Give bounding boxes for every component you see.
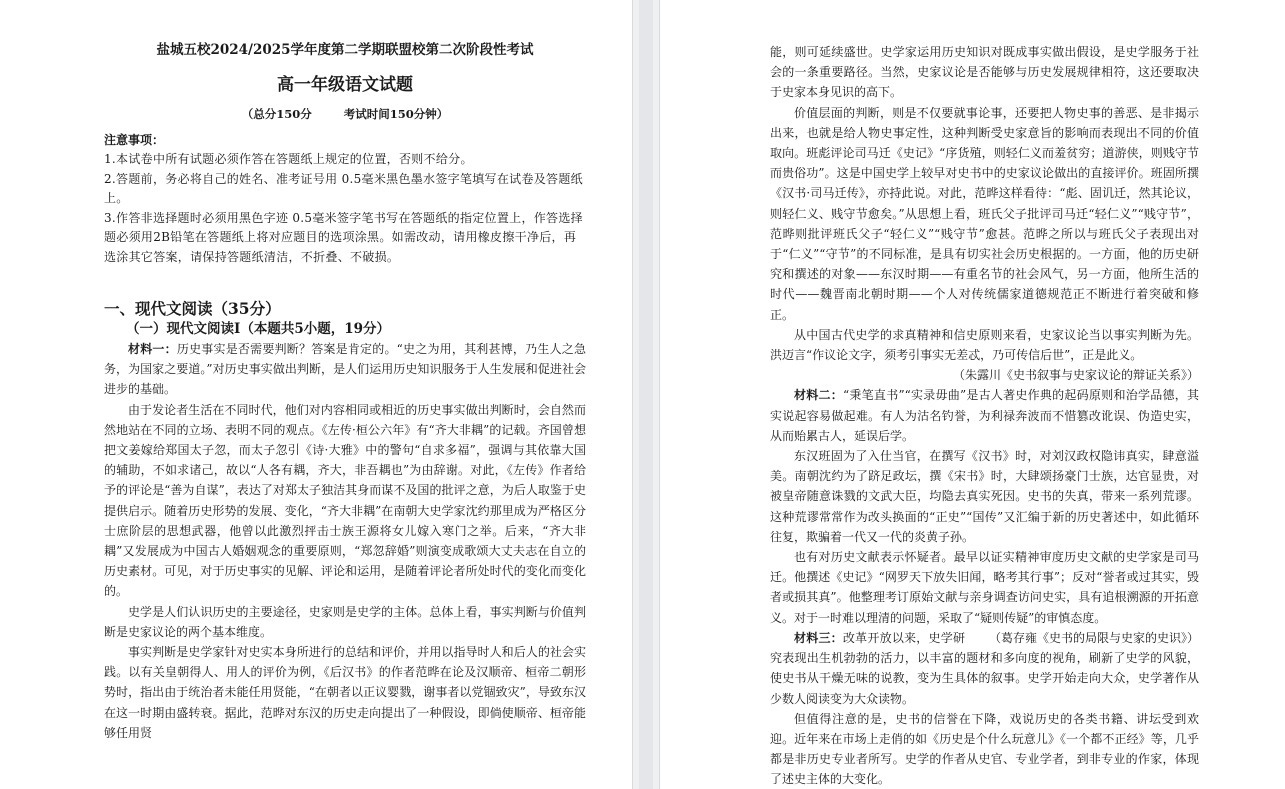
- document-page-left: [0, 0, 632, 789]
- material1-paragraph: 由于发论者生活在不同时代，他们对内容相同或相近的历史事实做出判断时，会自然而然地站在不同的立场、表明不同的观点。《左传·桓公六年》有“齐大非耦”的记载。齐国曾想把文姜嫁给郑国太子忽，而太子忽引《诗·大雅》中的警句“自求多福”，强调与其依靠大国的辅助，不如求诸己，故以“人各有耦，齐大，非吾耦也”为由辞谢。对此，《左传》作者给予的评论是“善为自谋”，表达了对郑太子独洁其身而谋不及国的批评之意，为后人取鉴于史提供启示。随着历史形势的发展、变化，“齐大非耦”在南朝大史学家沈约那里成为严格区分士庶阶层的思想武器，他曾以此激烈抨击士族王源将女儿嫁入寒门之举。后来，“齐大非耦”又发展成为中国古人婚姻观念的重要原则，“郑忽辞婚”则演变成歌颂大丈夫志在自立的历史素材。可见，对于历史事实的见解、评论和运用，是随着评论者所处时代的变化而变化的。: [104, 402, 586, 599]
- material3-paragraph: 但值得注意的是，史书的信誉在下降，戏说历史的各类书籍、讲坛受到欢迎。近年来在市场上走俏的如《历史是个什么玩意儿》《一个都不正经》等，几乎都是非历史专业者所写。史学的作者从史官、专业学者，到非专业的作家，体现了述史主体的大变化。: [770, 711, 1199, 787]
- paragraph-text: 历史事实是否需要判断？答案是肯定的。“史之为用，其利甚博，乃生人之急务，为国家之要道。”对历史事实做出判断，是人们运用历史知识服务于人生发展和促进社会进步的基础。: [104, 342, 586, 397]
- paragraph-text: 也有对历史文献表示怀疑者。最早以证实精神审度历史文献的史学家是司马迁。他撰述《史记》“网罗天下放失旧闻，略考其行事”；反对“誉者或过其实，毁者或损其真”。他整理考订原始文献与亲身调查访问史实，具有追根溯源的开拓意义。对于一时难以理清的问题，采取了“疑则传疑”的审慎态度。: [770, 550, 1199, 625]
- notice-item: 1.本试卷中所有试题必须作答在答题纸上规定的位置，否则不给分。: [104, 152, 473, 166]
- paragraph-text: “秉笔直书”“实录毋曲”是古人著史作典的起码原则和治学品德，其实说起容易做起难。有人为沽名钓誉，为利禄奔波而不惜篡改讹误、伪造史实，从而贻累古人，延误后学。: [770, 388, 1199, 443]
- material2-paragraph: 东汉班固为了入仕当官，在撰写《汉书》时，对刘汉政权隐讳真实，肆意溢美。南朝沈约为了跻足政坛，撰《宋书》时，大肆颂扬豪门士族，达官显贵，对被皇帝随意诛戮的文武大臣，均隐去真实死因。史书的失真，带来一系列荒谬。这种荒谬常常作为改头换面的“正史”“国传”又汇编于新的历史著述中，如此循环往复，欺骗着一代又一代的炎黄子孙。: [770, 449, 1199, 544]
- notice-item: 3.作答非选择题时必须用黑色字迹 0.5毫米签字笔书写在答题纸的指定位置上，作答选择题必须用2B铅笔在答题纸上将对应题目的选项涂黑。如需改动，请用橡皮擦干净后，再选涂其它答案，请保持答题纸清洁，不折叠、不破损。: [104, 210, 583, 264]
- section-heading: 一、现代文阅读（35分）: [104, 299, 281, 318]
- material1-paragraph: [104, 339, 586, 400]
- total-score: （总分150分: [241, 107, 312, 121]
- material-label: 材料三：: [794, 630, 843, 645]
- score-line: [104, 105, 586, 123]
- material1-paragraph: 事实判断是史学家针对史实本身所进行的总结和评价，并用以指导时人和后人的社会实践。以有关皇朝得人、用人的评价为例，《后汉书》的作者范晔在论及汉顺帝、桓帝二朝形势时，指出由于统治者未能任用贤能，“在朝者以正议婴戮，谢事者以党锢致灾”，导致东汉在这一时期由盛转衰。据此，范晔对东汉的历史走向提出了一种假设，即倘使顺帝、桓帝能够任用贤: [104, 645, 586, 740]
- exam-title: 盐城五校2024/2025学年度第二学期联盟校第二次阶段性考试: [156, 42, 534, 58]
- source-citation: （朱露川《史书叙事与史家议论的辩证关系》）: [952, 368, 1199, 383]
- notice-heading: 注意事项：: [104, 133, 165, 147]
- subsection-heading: （一）现代文阅读Ⅰ（本题共5小题，19分）: [126, 321, 390, 337]
- subject-title: 高一年级语文试题: [277, 75, 413, 95]
- material-label: 材料二：: [794, 388, 844, 403]
- document-page-right: [660, 0, 1285, 789]
- material2-paragraph: [770, 385, 1199, 446]
- paragraph: 能，则可延续盛世。史学家运用历史知识对既成事实做出假设，是史学服务于社会的一条重要路径。当然，史家议论是否能够与历史发展规律相符，这还要取决于史家本身见识的高下。: [770, 45, 1199, 100]
- gutter-bar: [639, 0, 653, 789]
- paragraph: 从中国古代史学的求真精神和信史原则来看，史家议论当以事实判断为先。洪迈言“作议论文字，须考引事实无差忒，乃可传信后世”，正是此义。: [770, 327, 1199, 363]
- paragraph-text: 改革开放以来，史学研究表现出生机勃勃的活力，以丰富的题材和多向度的视角，刷新了史学的风貌，使史书从干燥无味的说教，变为生具体的叙事。史学开始走向大众，史学著作从少数人阅读变为大众读物。: [770, 630, 1199, 706]
- notice-item: 2.答题前，务必将自己的姓名、准考证号用 0.5毫米黑色墨水签字笔填写在试卷及答题纸上。: [104, 171, 583, 205]
- material-label: 材料一：: [128, 342, 177, 356]
- page-gutter: [632, 0, 660, 789]
- material1-paragraph: 史学是人们认识历史的主要途径，史家则是史学的主体。总体上看，事实判断与价值判断是史家议论的两个基本维度。: [104, 604, 586, 639]
- source-citation: （葛存雍《史书的局限与史家的史识》）: [988, 630, 1199, 645]
- exam-time: 考试时间150分钟）: [343, 107, 449, 121]
- paragraph: 价值层面的判断，则是不仅要就事论事，还要把人物史事的善恶、是非揭示出来，也就是给人物史事定性，这种判断受史家意旨的影响而表现出不同的价值取向。班彪评论司马迁《史记》“序货殖，则轻仁义而羞贫穷；道游侠，则贱守节而贵俗功”。这是中国史学上较早对史书中的史家议论做出的直接评价。班固所撰《汉书·司马迁传》，亦持此说。对此，范晔这样看待：“彪、固讥迁，然其论议，则轻仁义、贱守节愈矣。”从思想上看，班氏父子批评司马迁“轻仁义”“贱守节”，范晔则批评班氏父子“轻仁义”“贱守节”愈甚。范晔之所以与班氏父子表现出对于“仁义”“守节”的不同标准，是具有切实社会历史根据的。一方面，他的历史研究和撰述的对象——东汉时期——有重名节的社会风气，另一方面，他所生活的时代——魏晋南北朝时期——个人对传统儒家道德规范正不断进行着突破和修正。: [770, 105, 1199, 322]
